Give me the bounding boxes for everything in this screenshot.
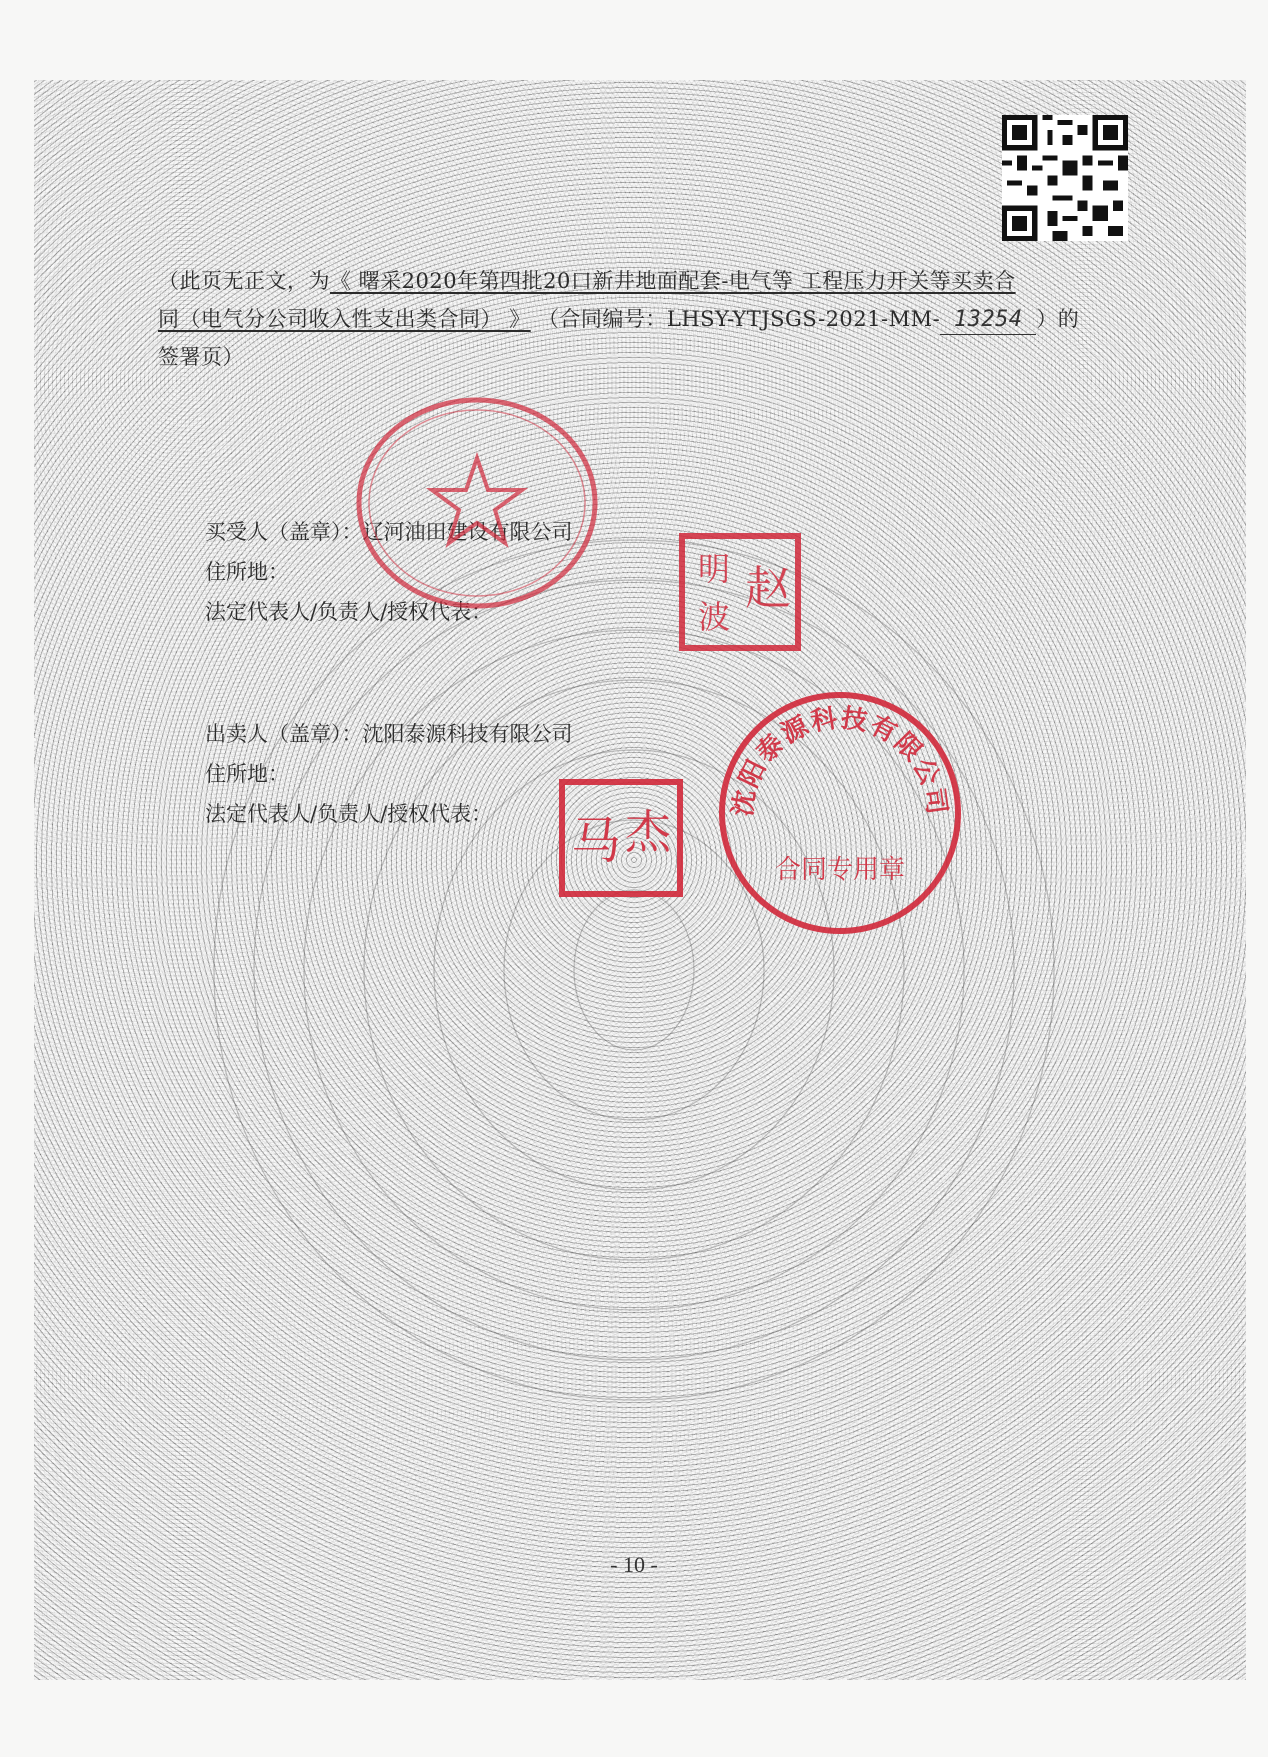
- buyer-seal-char-2: 赵: [745, 561, 791, 615]
- buyer-company-seal: [352, 393, 602, 613]
- buyer-seal-char-1: 明: [697, 550, 731, 588]
- seller-seal-char-2: 杰: [625, 805, 671, 859]
- guilloche-rosette: [184, 500, 1084, 1500]
- intro-prefix: （此页无正文，为: [158, 269, 330, 293]
- intro-paragraph: [158, 262, 1138, 376]
- contract-no-label: （合同编号：LHSY-YTJSGS-2021-MM-: [537, 307, 941, 331]
- contract-no-handwritten: 13254: [940, 306, 1036, 335]
- svg-text:沈阳泰源科技有限公司: [728, 703, 952, 818]
- qr-code: [1002, 115, 1128, 241]
- contract-title-part2: 同（电气分公司收入性支出类合同） 》: [158, 307, 531, 331]
- seller-seal-arc-text: 沈阳泰源科技有限公司: [728, 703, 952, 819]
- intro-line3: 签署页）: [158, 345, 244, 369]
- buyer-address-label: 住所地：: [205, 560, 289, 584]
- buyer-name: 买受人（盖章）：辽河油田建设有限公司: [205, 520, 573, 544]
- seller-rep-label: 法定代表人/负责人/授权代表：: [205, 802, 493, 826]
- seller-company-seal: [715, 688, 965, 938]
- seller-rep-name-seal: [558, 778, 684, 898]
- buyer-rep-name-seal: [678, 532, 802, 652]
- seller-seal-char-1: 马: [571, 812, 621, 870]
- buyer-seal-char-3: 波: [697, 598, 731, 636]
- seller-seal-sub-text: 合同专用章: [774, 855, 906, 885]
- page-number: - 10 -: [610, 1552, 658, 1577]
- contract-title-part1: 《 曙采2020年第四批20口新井地面配套-电气等 工程压力开关等买卖合: [330, 269, 1016, 293]
- seller-block: [205, 714, 573, 834]
- buyer-rep-label: 法定代表人/负责人/授权代表：: [205, 600, 493, 624]
- seller-address-label: 住所地：: [205, 762, 289, 786]
- seller-name: 出卖人（盖章）：沈阳泰源科技有限公司: [205, 722, 573, 746]
- intro-suffix: ）的: [1036, 307, 1080, 331]
